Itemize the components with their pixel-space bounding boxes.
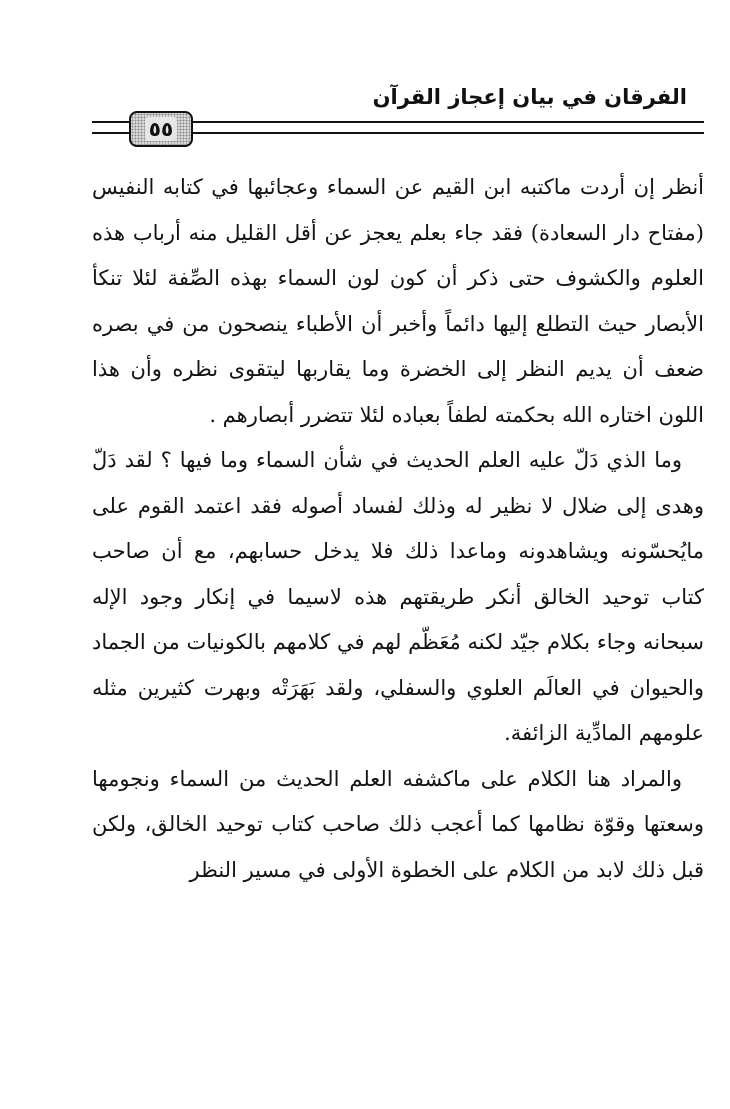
paragraph-2: وما الذي دَلّ عليه العلم الحديث في شأن السماء وما فيها ؟ لقد دَلّ وهدى إلى ضلال لا نظير له وذلك لفساد أصوله فقد اعتمد القوم على مايُحسّونه ويشاهدونه وماعدا ذلك فلا يدخل حسابهم، مع أن صاحب كتاب توحيد الخالق أنكر طريقتهم هذه لاسيما في إنكار وجود الإله سبحانه وجاء بكلام جيّد لكنه مُعَظّم لهم في كلامهم بالكونيات من الجماد والحيوان في العالَم العلوي والسفلي، ولقد بَهَرَتْه وبهرت كثيرين مثله علومهم المادِّية الزائفة.	[92, 448, 704, 745]
header-rule-bottom-right	[193, 132, 704, 134]
paragraph-3: والمراد هنا الكلام على ماكشفه العلم الحديث من السماء ونجومها وسعتها وقوّة نظامها كما أعجب ذلك صاحب كتاب توحيد الخالق، ولكن قبل ذلك لابد من الكلام على الخطوة الأولى في مسير النظر	[92, 766, 704, 882]
paragraph-1: أنظر إن أردت ماكتبه ابن القيم عن السماء وعجائبها في كتابه النفيس (مفتاح دار السعادة) فقد جاء بعلم يعجز عن أقل القليل منه أرباب هذه العلوم والكشوف حتى ذكر أن كون لون السماء بهذه الصِّفة لئلا تنكأ الأبصار حيث التطلع إليها دائماً وأخبر أن الأطباء ينصحون من في بصره ضعف أن يديم النظر إلى الخضرة وما يقاربها ليتقوى نظره وأن هذا اللون اختاره الله بحكمته لطفاً بعباده لئلا تتضرر أبصارهم .	[92, 175, 704, 427]
header-rule-bottom-left	[92, 132, 129, 134]
running-header-title: الفرقان في بيان إعجاز القرآن	[372, 85, 687, 109]
page-number-badge	[129, 111, 193, 147]
page-number: ٥٥	[145, 117, 177, 141]
header-rule-top-right	[193, 121, 704, 123]
body-text	[92, 165, 704, 893]
header-rule-top-left	[92, 121, 129, 123]
